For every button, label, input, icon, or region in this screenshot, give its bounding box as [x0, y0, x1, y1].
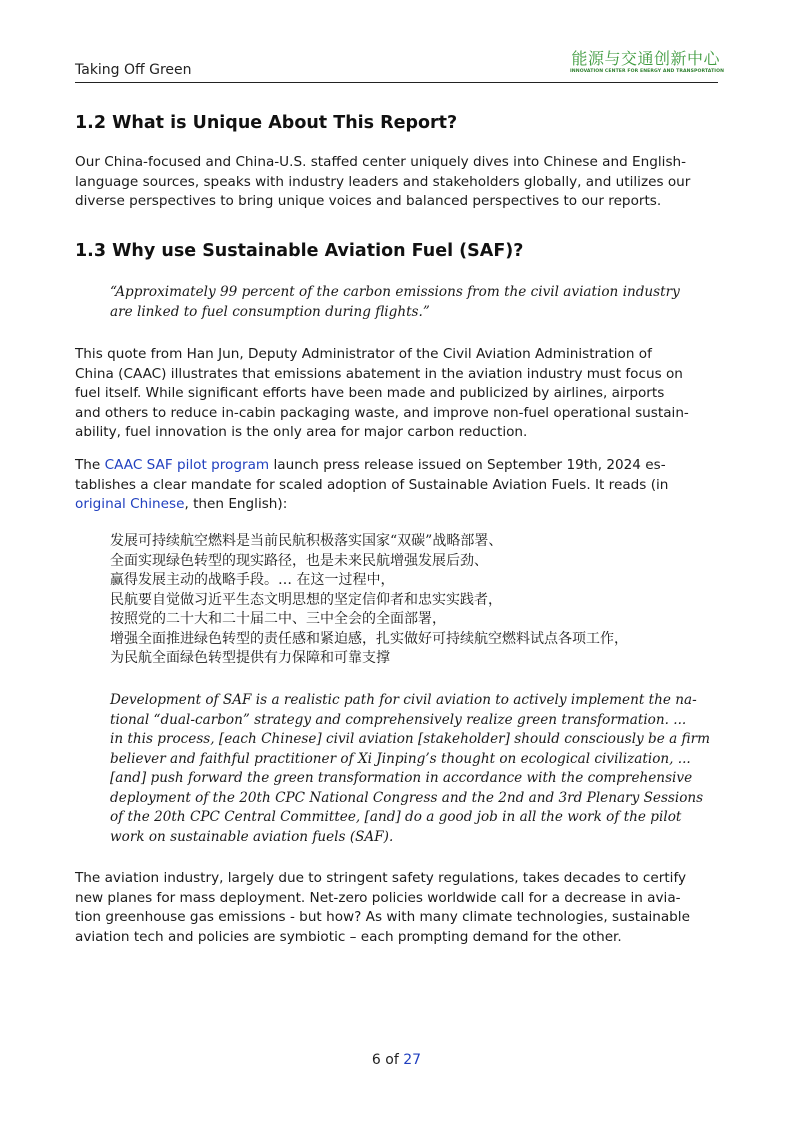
caac-saf-pilot-program-link[interactable]: CAAC SAF pilot program — [104, 457, 270, 473]
quote-line: Development of SAF is a realistic path for civil aviation to actively implement the na- — [110, 692, 697, 708]
block-quote-han-jun — [110, 283, 710, 322]
quote-line: deployment of the 20th CPC National Congress and the 2nd and 3rd Plenary Sessions — [110, 789, 704, 806]
header-divider — [75, 82, 718, 83]
page-number — [0, 1052, 793, 1068]
quote-line: [and] push forward the green transformation in accordance with the comprehensive — [110, 770, 693, 786]
paragraph-unique-report — [75, 153, 725, 212]
chinese-line: 为民航全面绿色转型提供有力保障和可靠支撑 — [110, 650, 390, 666]
text-line: fuel itself. While significant efforts have been made and publicized by airlines, airports — [75, 385, 665, 401]
text-line: new planes for mass deployment. Net-zero policies worldwide call for a decrease in avia- — [75, 889, 681, 906]
text-line: diverse perspectives to bring unique voices and balanced perspectives to our reports. — [75, 193, 662, 209]
quote-line: tional “dual-carbon” strategy and comprehensively realize green transformation. ... — [110, 711, 687, 728]
text-line: and others to reduce in-cabin packaging waste, and improve non-fuel operational sustain- — [75, 404, 689, 421]
text-fragment: The — [75, 457, 105, 473]
logo-english-text: INNOVATION CENTER FOR ENERGY AND TRANSPORTATION — [570, 69, 725, 74]
quote-line: in this process, [each Chinese] civil aviation [stakeholder] should consciously be a firm — [110, 731, 711, 747]
logo-chinese-text: 能源与交通创新中心 — [571, 49, 720, 68]
text-fragment: launch press release issued on September 19th, 2024 es- — [269, 457, 666, 473]
chinese-line: 增强全面推进绿色转型的责任感和紧迫感，扎实做好可持续航空燃料试点各项工作， — [110, 630, 628, 647]
english-translation-quote — [110, 691, 710, 847]
section-heading-1-2: 1.2 What is Unique About This Report? — [75, 113, 458, 133]
text-line: tion greenhouse gas emissions - but how? As with many climate technologies, sustainable — [75, 909, 690, 925]
chinese-line: 民航要自觉做习近平生态文明思想的坚定信仰者和忠实实践者， — [110, 591, 502, 608]
text-line: The aviation industry, largely due to stringent safety regulations, takes decades to certify — [75, 870, 687, 886]
quote-line: of the 20th CPC Central Committee, [and] do a good job in all the work of the pilot — [110, 809, 682, 825]
paragraph-quote-context — [75, 345, 725, 443]
text-line: This quote from Han Jun, Deputy Administrator of the Civil Aviation Administration of — [75, 346, 652, 362]
running-header-title: Taking Off Green — [75, 62, 192, 78]
section-heading-1-3: 1.3 Why use Sustainable Aviation Fuel (SAF)? — [75, 241, 524, 261]
page-current: 6 — [371, 1052, 381, 1068]
paragraph-aviation-industry — [75, 869, 725, 947]
quote-line: are linked to fuel consumption during flights.” — [110, 303, 430, 320]
organization-logo — [570, 49, 725, 74]
text-line: ability, fuel innovation is the only area for major carbon reduction. — [75, 424, 528, 440]
text-line: China (CAAC) illustrates that emissions abatement in the aviation industry must focus on — [75, 365, 683, 382]
text-line: language sources, speaks with industry leaders and stakeholders globally, and utilizes our — [75, 173, 691, 190]
paragraph-caac-release — [75, 456, 725, 515]
page-of-separator: of — [380, 1052, 404, 1068]
chinese-line: 按照党的二十大和二十届二中、三中全会的全面部署， — [110, 611, 446, 627]
quote-line: work on sustainable aviation fuels (SAF). — [110, 828, 394, 845]
chinese-line: 赢得发展主动的战略手段。… 在这一过程中， — [110, 572, 395, 588]
chinese-original-quote — [110, 532, 720, 669]
text-line: Our China-focused and China-U.S. staffed center uniquely dives into Chinese and English- — [75, 154, 687, 170]
text-line — [75, 495, 725, 515]
text-line: tablishes a clear mandate for scaled adoption of Sustainable Aviation Fuels. It reads (in — [75, 476, 669, 493]
text-line — [75, 456, 725, 476]
chinese-line: 全面实现绿色转型的现实路径，也是未来民航增强发展后劲、 — [110, 552, 488, 569]
chinese-line: 发展可持续航空燃料是当前民航积极落实国家“双碳”战略部署、 — [110, 533, 503, 549]
text-line: aviation tech and policies are symbiotic – each prompting demand for the other. — [75, 928, 622, 945]
text-fragment: , then English): — [184, 496, 288, 512]
quote-line: “Approximately 99 percent of the carbon emissions from the civil aviation industry — [110, 284, 680, 300]
page-total-link[interactable]: 27 — [403, 1052, 422, 1068]
original-chinese-link[interactable]: original Chinese — [75, 496, 185, 512]
quote-line: believer and faithful practitioner of Xi Jinping’s thought on ecological civilization, ... — [110, 750, 691, 767]
